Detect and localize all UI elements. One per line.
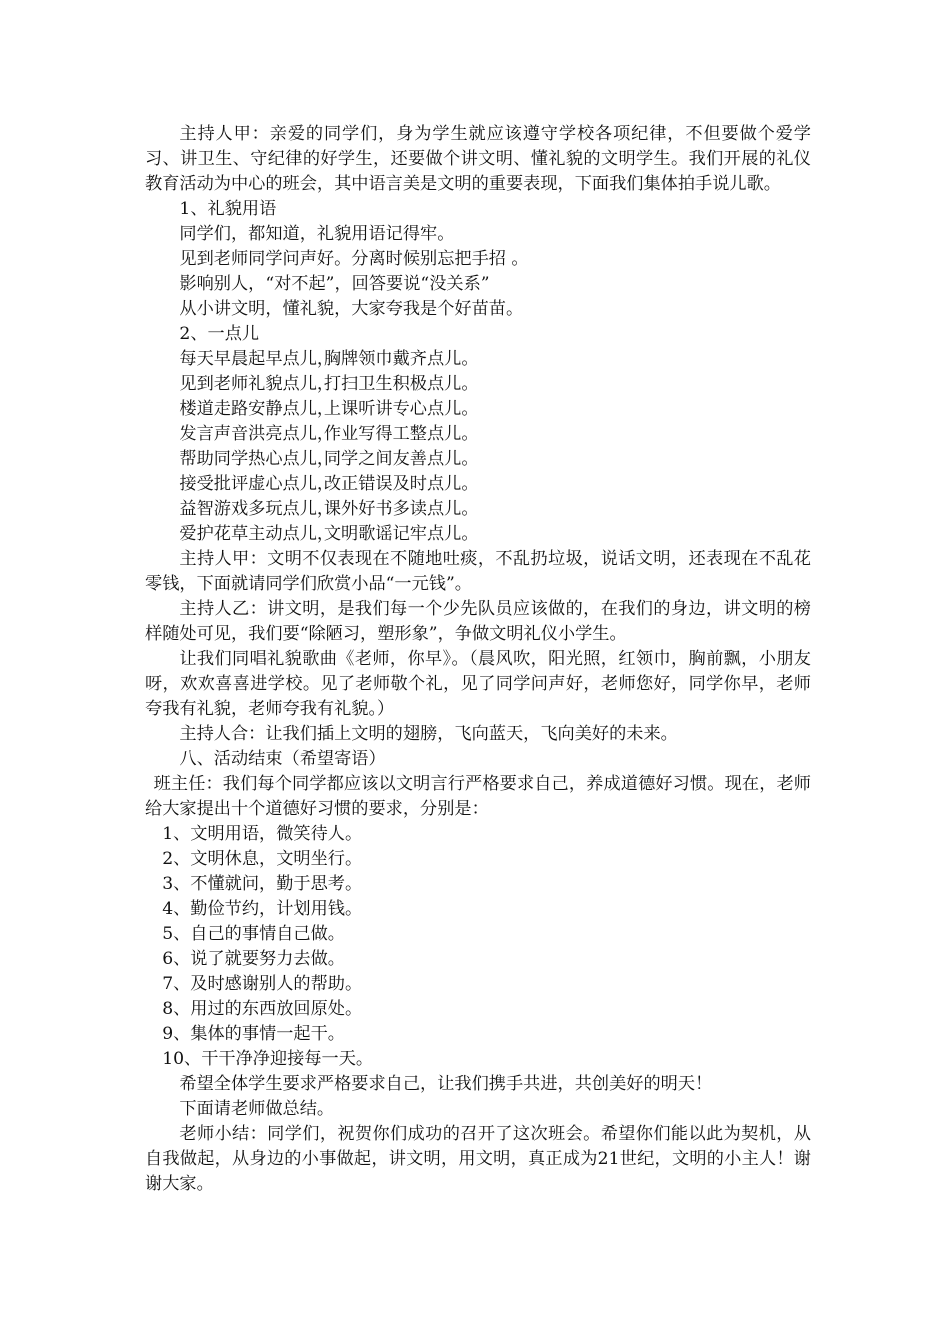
- section-1-heading: 1、礼貌用语: [179, 199, 277, 219]
- rhyme-first-half: 接受批评虚心点儿，: [179, 474, 335, 494]
- rhyme-couplet: [145, 497, 811, 522]
- host-b-paragraph: 主持人乙：讲文明，是我们每一个少先队员应该做的，在我们的身边，讲文明的榜样随处可见，我们要“除陋习，塑形象”，争做文明礼仪小学生。: [145, 599, 811, 644]
- rhyme-second-half: 文明歌谣记牢点儿。: [323, 524, 479, 544]
- host-a-intro-paragraph: 主持人甲：亲爱的同学们，身为学生就应该遵守学校各项纪律，不但要做个爱学习、讲卫生、守纪律的好学生，还要做个讲文明、懂礼貌的文明学生。我们开展的礼仪教育活动为中心的班会，其中语言美是文明的重要表现，下面我们集体拍手说儿歌。: [145, 124, 811, 194]
- rhyme-couplet: [145, 422, 811, 447]
- rhyme-second-half: 胸牌领巾戴齐点儿。: [323, 349, 479, 369]
- rhyme-couplet: [145, 522, 811, 547]
- habit-item: 9、集体的事情一起干。: [162, 1024, 345, 1044]
- rhyme-first-half: 爱护花草主动点儿，: [179, 524, 335, 544]
- rhyme-first-half: 楼道走路安静点儿，: [179, 399, 335, 419]
- next-paragraph: 下面请老师做总结。: [179, 1099, 335, 1119]
- rhyme-second-half: 课外好书多读点儿。: [323, 499, 479, 519]
- rhyme-second-half: 改正错误及时点儿。: [323, 474, 479, 494]
- habit-item: 2、文明休息，文明坐行。: [162, 849, 363, 869]
- rhyme-couplet: [145, 347, 811, 372]
- habit-item: 10、干干净净迎接每一天。: [162, 1049, 374, 1069]
- teacher-summary-paragraph: 老师小结：同学们，祝贺你们成功的召开了这次班会。希望你们能以此为契机，从自我做起，从身边的小事做起，讲文明，用文明，真正成为21世纪，文明的小主人！谢谢大家。: [145, 1124, 811, 1194]
- rhyme-couplet: [145, 447, 811, 472]
- head-teacher-paragraph: 班主任：我们每个同学都应该以文明言行严格要求自己，养成道德好习惯。现在，老师给大家提出十个道德好习惯的要求，分别是：: [145, 774, 811, 819]
- rhyme-second-half: 作业写得工整点儿。: [323, 424, 479, 444]
- hosts-together-paragraph: 主持人合：让我们插上文明的翅膀，飞向蓝天，飞向美好的未来。: [179, 724, 678, 744]
- rhyme-couplet: [145, 397, 811, 422]
- section-2-heading: 2、一点儿: [179, 324, 260, 344]
- etiquette-line: 影响别人，“对不起”，回答要说“没关系”: [179, 274, 490, 294]
- habit-item: 8、用过的东西放回原处。: [162, 999, 363, 1019]
- rhyme-first-half: 帮助同学热心点儿，: [179, 449, 335, 469]
- rhyme-couplet: [145, 472, 811, 497]
- habit-item: 6、说了就要努力去做。: [162, 949, 345, 969]
- rhyme-first-half: 发言声音洪亮点儿，: [179, 424, 335, 444]
- song-paragraph: 让我们同唱礼貌歌曲《老师，你早》。（晨风吹，阳光照，红领巾，胸前飘，小朋友呀，欢欢喜喜进学校。见了老师敬个礼，见了同学问声好，老师您好，同学你早，老师夸我有礼貌，老师夸我有礼貌。）: [145, 649, 811, 719]
- rhyme-second-half: 打扫卫生积极点儿。: [323, 374, 479, 394]
- etiquette-line: 见到老师同学问声好。分离时候别忘把手招 。: [179, 249, 529, 269]
- etiquette-line: 同学们，都知道，礼貌用语记得牢。: [179, 224, 455, 244]
- rhyme-first-half: 见到老师礼貌点儿，: [179, 374, 335, 394]
- habit-item: 3、不懂就问，勤于思考。: [162, 874, 363, 894]
- rhyme-second-half: 上课听讲专心点儿。: [323, 399, 479, 419]
- habit-item: 4、勤俭节约，计划用钱。: [162, 899, 363, 919]
- section-8-heading: 八、活动结束（希望寄语）: [179, 749, 386, 769]
- habit-item: 5、自己的事情自己做。: [162, 924, 345, 944]
- rhyme-second-half: 同学之间友善点儿。: [323, 449, 479, 469]
- habit-item: 1、文明用语，微笑待人。: [162, 824, 363, 844]
- host-a-second-paragraph: 主持人甲：文明不仅表现在不随地吐痰，不乱扔垃圾，说话文明，还表现在不乱花零钱，下面就请同学们欣赏小品“一元钱”。: [145, 549, 811, 594]
- rhyme-couplet: [145, 372, 811, 397]
- rhyme-first-half: 益智游戏多玩点儿，: [179, 499, 335, 519]
- hope-paragraph: 希望全体学生要求严格要求自己，让我们携手共进，共创美好的明天！: [179, 1074, 713, 1094]
- document-page: [145, 122, 811, 1197]
- etiquette-line: 从小讲文明，懂礼貌，大家夸我是个好苗苗。: [179, 299, 524, 319]
- rhyme-first-half: 每天早晨起早点儿，: [179, 349, 335, 369]
- habit-item: 7、及时感谢别人的帮助。: [162, 974, 363, 994]
